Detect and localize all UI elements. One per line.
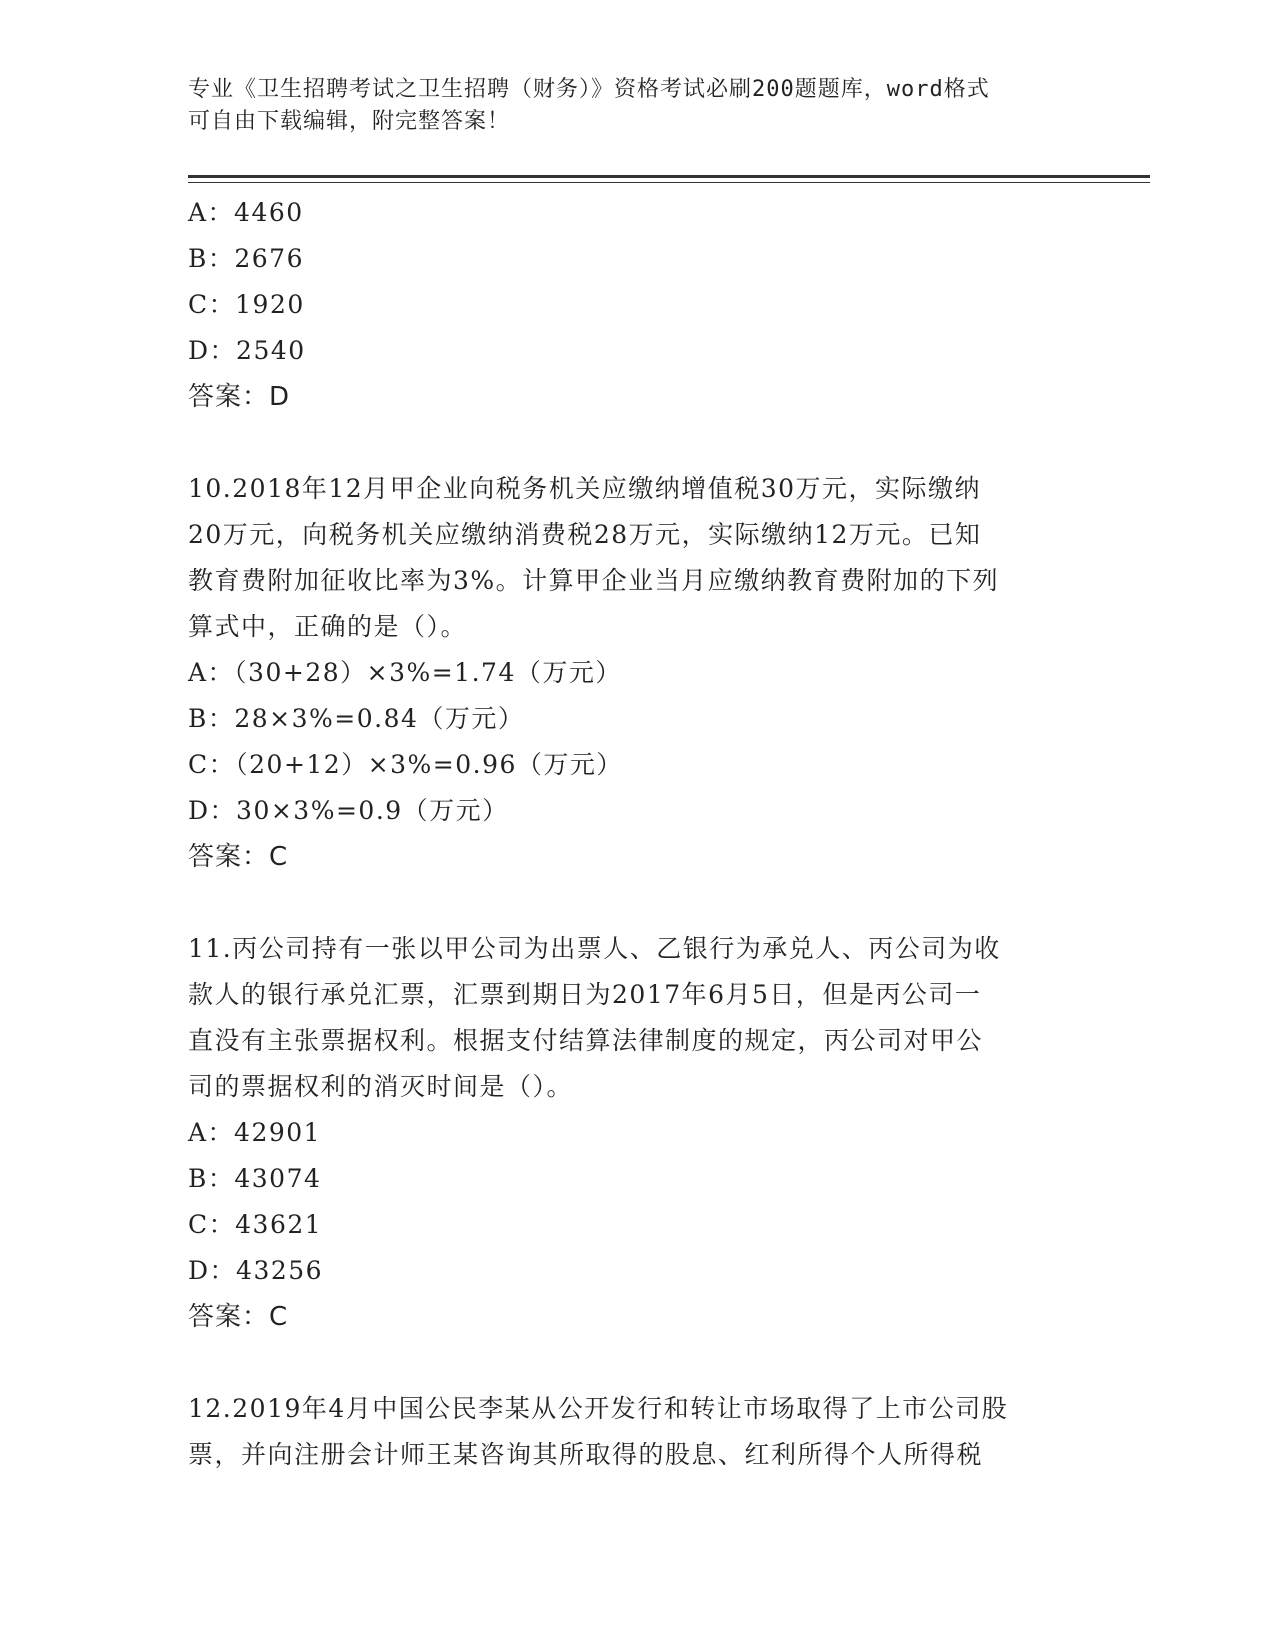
answer: 答案：C [188,842,289,872]
question-text-line: 教育费附加征收比率为3%。计算甲企业当月应缴纳教育费附加的下列 [188,566,1000,595]
option-d: D：43256 [188,1256,324,1285]
option-c: C：43621 [188,1210,323,1239]
question-text-line: 12.2019年4月中国公民李某从公开发行和转让市场取得了上市公司股 [188,1394,1009,1423]
question-10 [188,466,1088,880]
question-text-line: 10.2018年12月甲企业向税务机关应缴纳增值税30万元，实际缴纳 [188,474,982,503]
document-body [188,190,1088,1478]
question-text-line: 司的票据权利的消灭时间是（）。 [188,1072,574,1101]
option-c: C：1920 [188,290,305,319]
option-b: B：28×3%=0.84（万元） [188,704,525,733]
option-b: B：43074 [188,1164,322,1193]
option-d: D：2540 [188,336,306,365]
question-text-line: 算式中，正确的是（）。 [188,612,468,641]
question-9 [188,190,1088,420]
header-rule-thin [188,182,1150,183]
question-text-line: 11.丙公司持有一张以甲公司为出票人、乙银行为承兑人、丙公司为收 [188,934,1001,963]
option-a: A：4460 [188,198,304,227]
option-a: A：（30+28）×3%=1.74（万元） [188,658,622,687]
question-text-line: 票，并向注册会计师王某咨询其所取得的股息、红利所得个人所得税 [188,1440,984,1469]
question-text-line: 直没有主张票据权利。根据支付结算法律制度的规定，丙公司对甲公 [188,1026,984,1055]
spacer [188,880,1088,926]
header-line-2: 可自由下载编辑，附完整答案！ [188,109,511,134]
option-c: C：（20+12）×3%=0.96（万元） [188,750,623,779]
question-text-line: 款人的银行承兑汇票，汇票到期日为2017年6月5日，但是丙公司一 [188,980,982,1009]
option-a: A：42901 [188,1118,322,1147]
question-11 [188,926,1088,1340]
spacer [188,1340,1088,1386]
header-line-1: 专业《卫生招聘考试之卫生招聘（财务）》资格考试必刷200题题库，word格式 [188,77,990,102]
option-b: B：2676 [188,244,304,273]
document-header [188,74,1068,138]
header-rule-thick [188,175,1150,178]
answer: 答案：D [188,382,291,412]
spacer [188,420,1088,466]
question-text-line: 20万元，向税务机关应缴纳消费税28万元，实际缴纳12万元。已知 [188,520,982,549]
option-d: D：30×3%=0.9（万元） [188,796,509,825]
answer: 答案：C [188,1302,289,1332]
question-12 [188,1386,1088,1478]
